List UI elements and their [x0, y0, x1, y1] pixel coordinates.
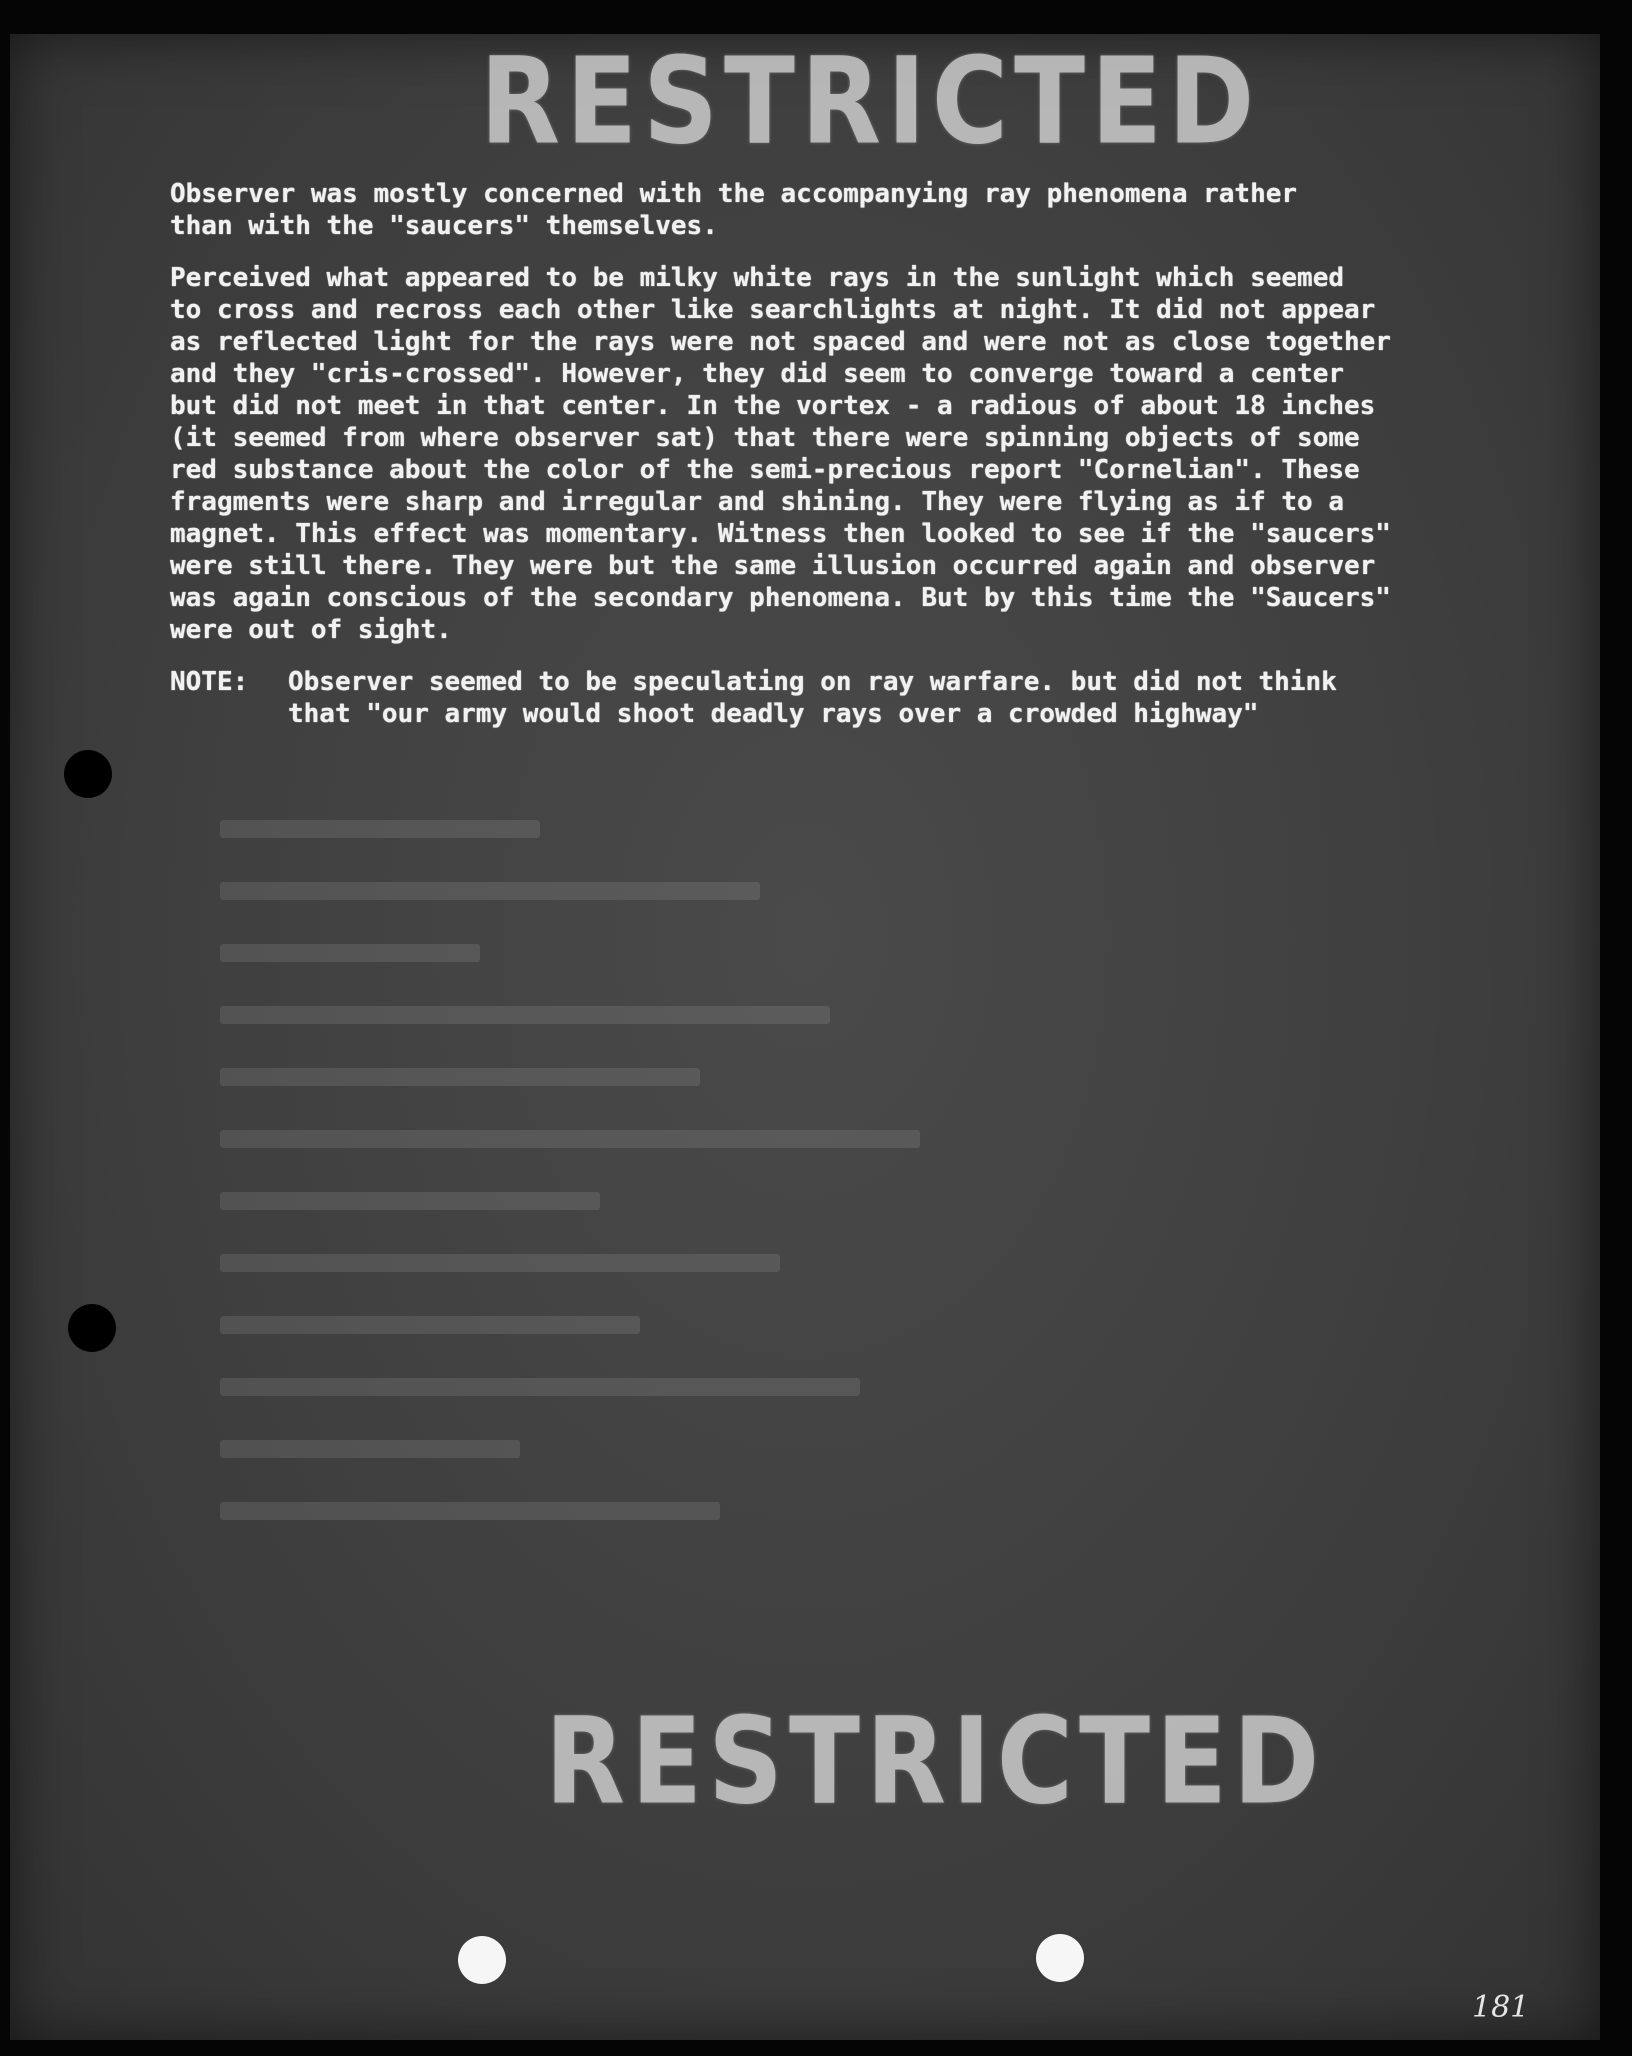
restricted-stamp-bottom: RESTRICTED — [545, 1690, 1326, 1832]
restricted-stamp-top: RESTRICTED — [480, 30, 1261, 172]
note-text: Observer seemed to be speculating on ray warfare. but did not think that "our army would shoot deadly rays over a crowded highway" — [288, 667, 1337, 729]
report-body — [170, 178, 1550, 730]
note-block — [170, 666, 1550, 730]
note-label: NOTE: — [170, 667, 249, 697]
paragraph-2: Perceived what appeared to be milky white rays in the sunlight which seemed to cross and recross each other like searchlights at night. It did not appear as reflected light for the rays were not spaced and were not as close together and they "cris-crossed". However, they did seem to converge toward a center but did not meet in that center. In the vortex - a radious of about 18 inches (it seemed from where observer sat) that there were spinning objects of some red substance about the color of the semi-precious report "Cornelian". These fragments were sharp and irregular and shining. They were flying as if to a magnet. This effect was momentary. Witness then looked to see if the "saucers" were still there. They were but the same illusion occurred again and observer was again conscious of the secondary phenomena. But by this time the "Saucers" were out of sight. — [170, 263, 1391, 645]
bleed-through-ghost-text — [220, 820, 1220, 1720]
punch-hole-left-lower — [68, 1304, 116, 1352]
punch-hole-left-upper — [64, 750, 112, 798]
punch-hole-bottom-right — [1036, 1934, 1084, 1982]
punch-hole-bottom-left — [458, 1936, 506, 1984]
handwritten-page-number: 181 — [1472, 1990, 1530, 2025]
paragraph-1: Observer was mostly concerned with the accompanying ray phenomena rather than with the "saucers" themselves. — [170, 179, 1298, 241]
